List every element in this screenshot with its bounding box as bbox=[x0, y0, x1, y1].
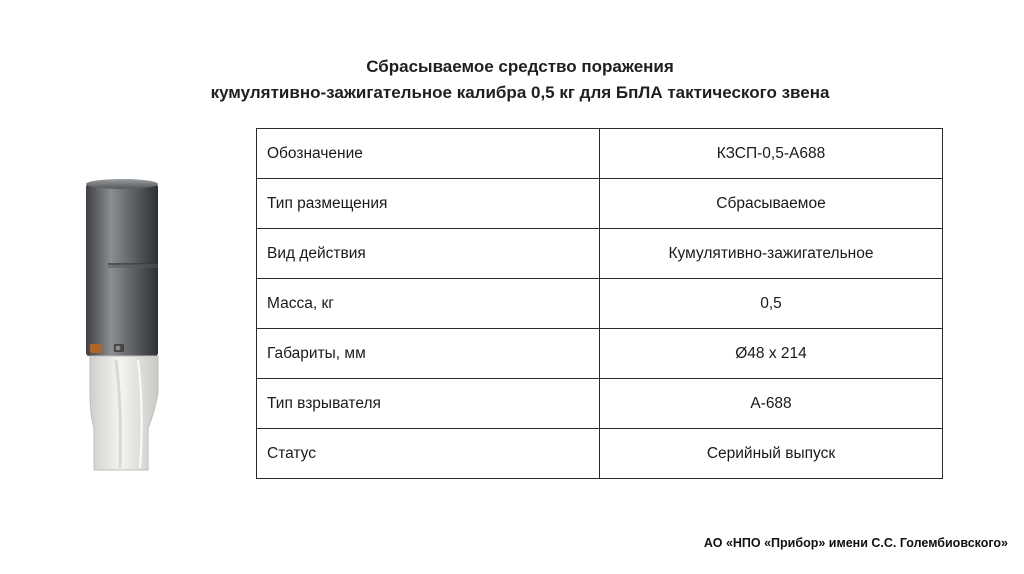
param-cell: Масса, кг bbox=[257, 279, 600, 329]
value-cell: Ø48 х 214 bbox=[600, 329, 943, 379]
table-row bbox=[257, 229, 943, 279]
munition-tail bbox=[90, 356, 158, 470]
munition-body bbox=[86, 184, 158, 356]
param-cell: Габариты, мм bbox=[257, 329, 600, 379]
param-cell: Тип взрывателя bbox=[257, 379, 600, 429]
page-title bbox=[100, 54, 940, 106]
value-cell: Сбрасываемое bbox=[600, 179, 943, 229]
fuze-detail bbox=[90, 344, 102, 353]
munition-image bbox=[78, 178, 168, 478]
value-cell: 0,5 bbox=[600, 279, 943, 329]
param-cell: Вид действия bbox=[257, 229, 600, 279]
footer-organization: АО «НПО «Прибор» имени С.С. Голембиовского» bbox=[703, 536, 1008, 550]
param-cell: Статус bbox=[257, 429, 600, 479]
value-cell: А-688 bbox=[600, 379, 943, 429]
table-row bbox=[257, 279, 943, 329]
table-row bbox=[257, 429, 943, 479]
specs-table bbox=[256, 128, 943, 479]
param-cell: Обозначение bbox=[257, 129, 600, 179]
param-cell: Тип размещения bbox=[257, 179, 600, 229]
value-cell: Серийный выпуск bbox=[600, 429, 943, 479]
table-row bbox=[257, 329, 943, 379]
value-cell: Кумулятивно-зажигательное bbox=[600, 229, 943, 279]
munition-top bbox=[86, 179, 158, 189]
title-line-1: Сбрасываемое средство поражения bbox=[366, 57, 674, 76]
table-row bbox=[257, 129, 943, 179]
value-cell: КЗСП-0,5-А688 bbox=[600, 129, 943, 179]
table-row bbox=[257, 379, 943, 429]
title-line-2: кумулятивно-зажигательное калибра 0,5 кг для БпЛА тактического звена bbox=[210, 83, 830, 102]
table-row bbox=[257, 179, 943, 229]
